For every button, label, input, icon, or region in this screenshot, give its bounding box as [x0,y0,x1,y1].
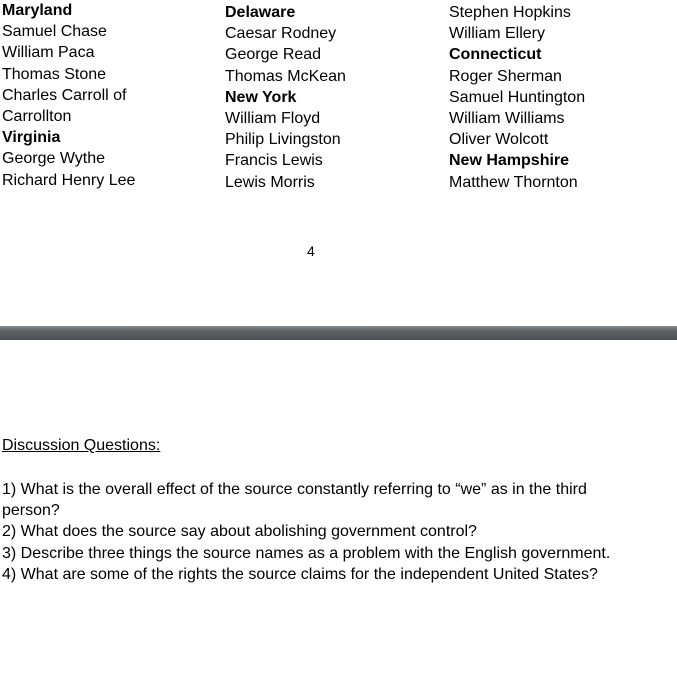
signer-name: Caesar Rodney [225,25,337,43]
signer-name: Charles Carroll of [2,86,127,104]
discussion-questions-list [2,479,642,585]
signer-name: William Williams [449,109,565,127]
page-number: 4 [307,243,315,259]
signer-name: Richard Henry Lee [2,171,136,189]
state-heading: New York [225,88,297,106]
signers-column-3 [449,2,585,193]
signer-name: William Floyd [225,109,321,127]
signers-column-2 [225,2,346,193]
signer-name: George Wythe [2,150,106,168]
document-page-upper [0,0,677,326]
signer-name: Carrollton [2,107,72,125]
state-heading: Delaware [225,4,296,21]
signer-name: William Ellery [449,25,545,43]
signer-name: Lewis Morris [225,173,315,191]
signer-name: Matthew Thornton [449,173,578,191]
state-heading: Connecticut [449,46,542,64]
discussion-question: 2) What does the source say about abolishing government control? [2,523,477,541]
signer-name: Thomas McKean [225,67,346,85]
signer-name: Francis Lewis [225,152,323,170]
state-heading: Maryland [2,2,73,19]
signer-name: Philip Livingston [225,131,341,149]
signers-column-1 [2,0,135,191]
page-separator-bar [0,326,677,340]
signer-name: Thomas Stone [2,65,107,83]
state-heading: New Hampshire [449,152,570,170]
signer-name: Samuel Huntington [449,88,586,106]
signer-name: Stephen Hopkins [449,4,571,21]
signer-name: George Read [225,46,322,64]
discussion-questions-heading: Discussion Questions: [2,437,161,454]
signer-name: William Paca [2,44,95,62]
discussion-question: 1) What is the overall effect of the source constantly referring to “we” as in the third person? [2,481,587,520]
document-page-lower [0,340,677,678]
signer-name: Roger Sherman [449,67,562,85]
state-heading: Virginia [2,129,61,147]
signer-name: Oliver Wolcott [449,131,549,149]
discussion-question: 3) Describe three things the source names as a problem with the English government. [2,544,611,562]
discussion-question: 4) What are some of the rights the source claims for the independent United States? [2,565,598,583]
signer-name: Samuel Chase [2,23,107,41]
